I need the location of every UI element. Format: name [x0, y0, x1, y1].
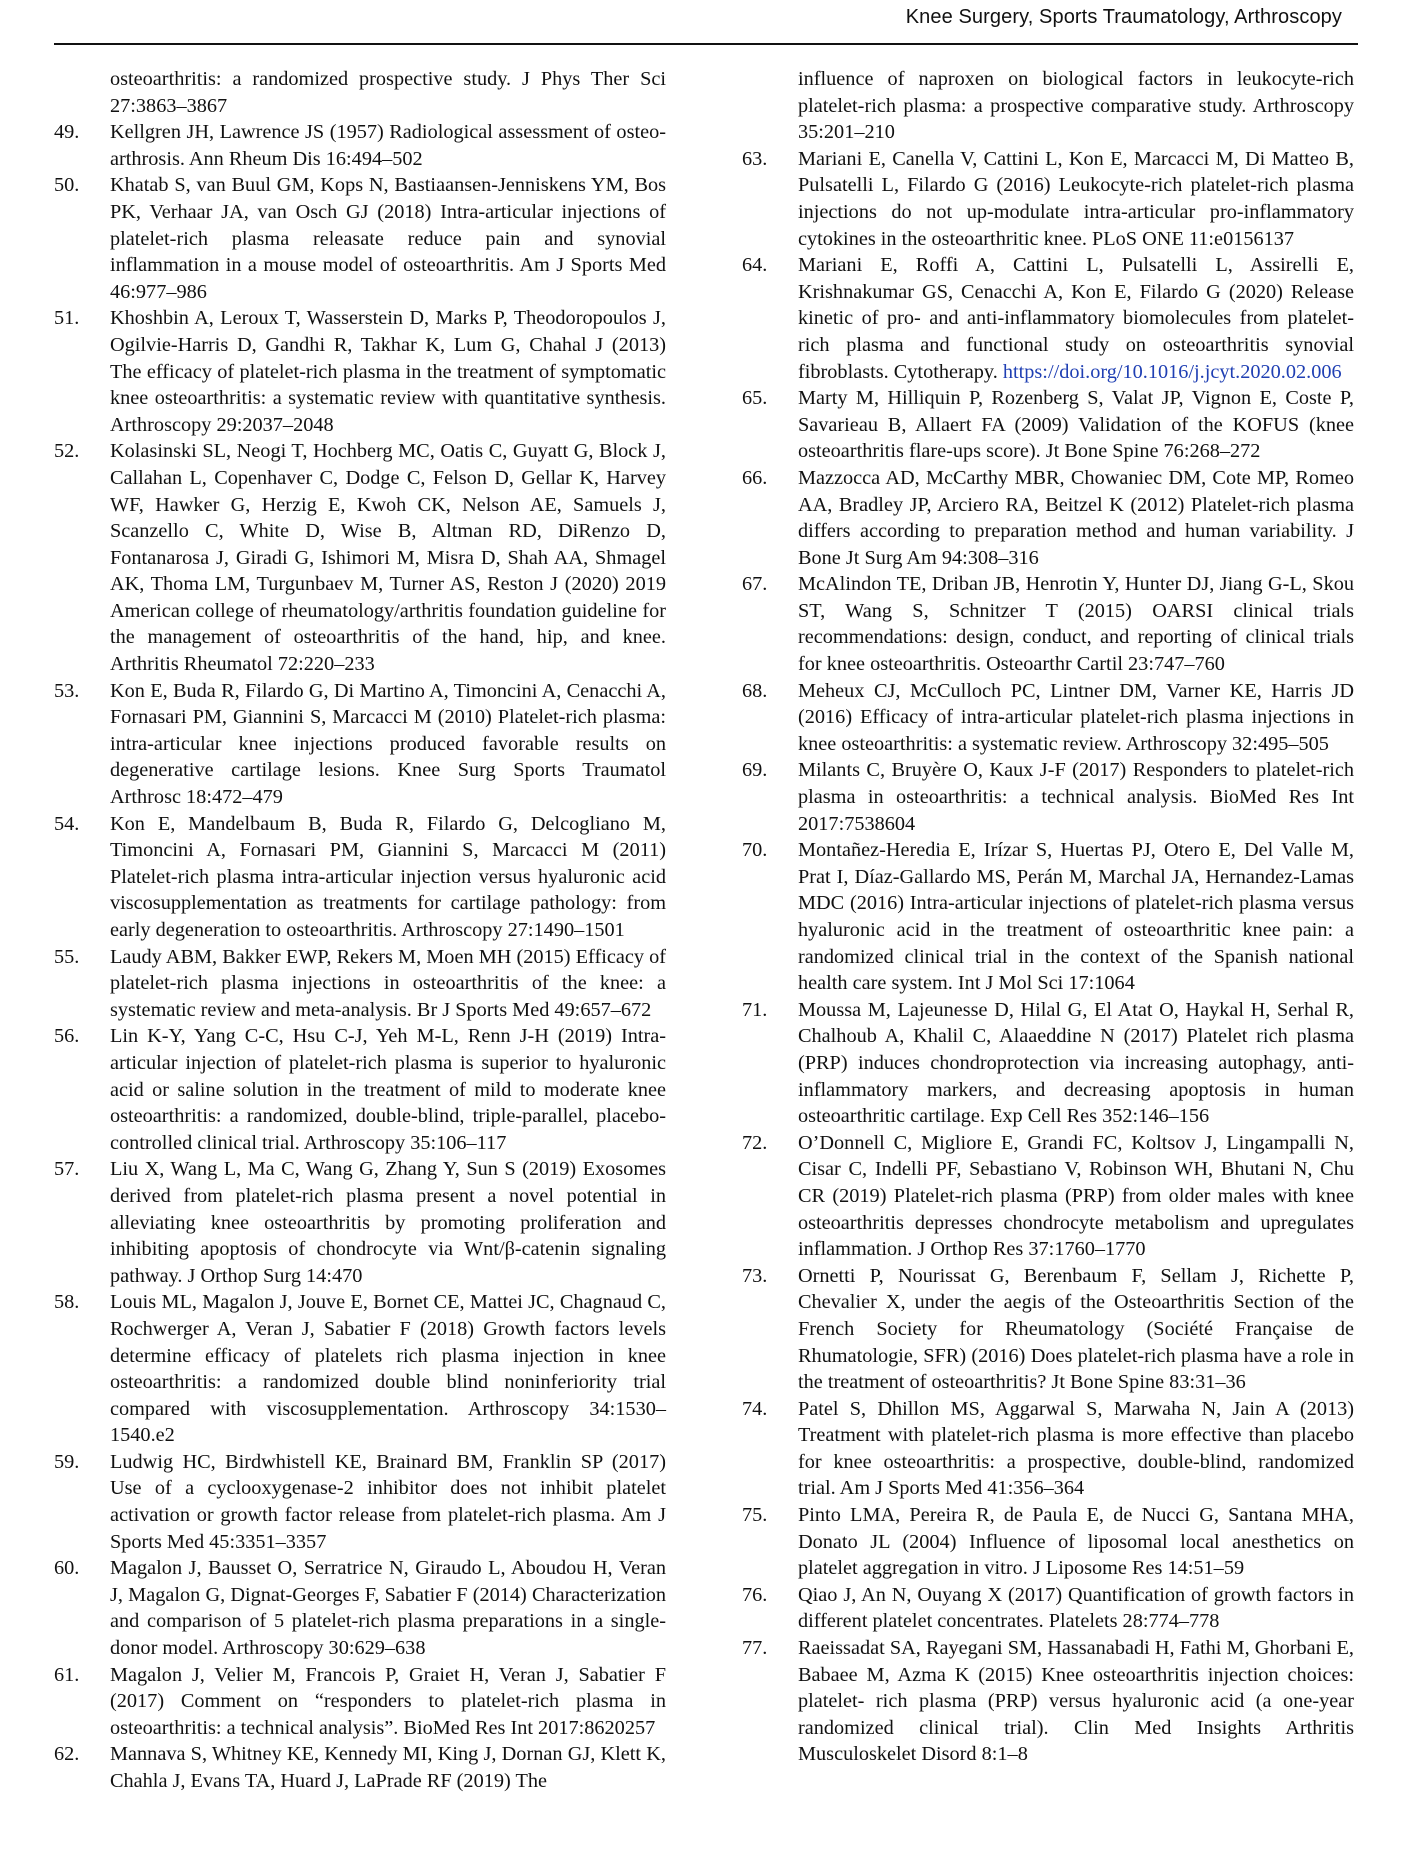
reference-entry [742, 385, 1354, 465]
reference-text: Qiao J, An N, Ouyang X (2017) Quantification of growth factors in different platelet concentrates. Platelets 28:774–778 [798, 1583, 1354, 1633]
reference-text: Louis ML, Magalon J, Jouve E, Bornet CE, Mattei JC, Chagnaud C, Rochwerger A, Veran J, Sabatier F (2018) Growth factors levels determine efficacy of platelets rich plasma injection in knee osteoarthritis: a randomized double blind noninferiority trial compared with viscosupplementation. Arthroscopy 34:1530–1540.e2 [110, 1291, 666, 1447]
reference-number: 69. [742, 759, 768, 782]
reference-number: 61. [54, 1663, 80, 1686]
reference-number: 63. [742, 147, 768, 170]
reference-number: 74. [742, 1397, 768, 1420]
reference-text: Mazzocca AD, McCarthy MBR, Chowaniec DM, Cote MP, Romeo AA, Bradley JP, Arciero RA, Beitzel K (2012) Platelet-rich plasma differs according to preparation method and human variability. J Bone Jt Surg Am 94:308–316 [798, 466, 1354, 569]
reference-column-left [54, 66, 666, 1795]
reference-number: 60. [54, 1557, 80, 1580]
reference-text: Montañez-Heredia E, Irízar S, Huertas PJ, Otero E, Del Valle M, Prat I, Díaz-Gallardo MS, Perán M, Marchal JA, Hernandez-Lamas MDC (2016) Intra-articular injections of platelet-rich plasma versus hyaluronic acid in the treatment of osteoarthritic knee pain: a randomized clinical trial in the context of the Spanish national health care system. Int J Mol Sci 17:1064 [798, 839, 1354, 995]
reference-number: 75. [742, 1504, 768, 1527]
reference-text: Mariani E, Roffi A, Cattini L, Pulsatelli L, Assirelli E, Krishnakumar GS, Cenacchi A, Kon E, Filardo G (2020) Release kinetic of pro- and anti-inflammatory biomolecules from platelet-rich plasma and functional study on osteoarthritis synovial fibroblasts. Cytotherapy. [798, 254, 1354, 383]
reference-entry [54, 1289, 666, 1449]
reference-number: 73. [742, 1264, 768, 1287]
reference-text: McAlindon TE, Driban JB, Henrotin Y, Hunter DJ, Jiang G-L, Skou ST, Wang S, Schnitzer T (2015) OARSI clinical trials recommendations: design, conduct, and reporting of clinical trials for knee osteoarthritis. Osteoarthr Cartil 23:747–760 [798, 573, 1354, 676]
reference-text: osteoarthritis: a randomized prospective study. J Phys Ther Sci 27:3863–3867 [110, 68, 666, 117]
reference-text: Ludwig HC, Birdwhistell KE, Brainard BM, Franklin SP (2017) Use of a cyclooxygenase-2 inhibitor does not inhibit platelet activation or growth factor release from platelet-rich plasma. Am J Sports Med 45:3351–3357 [110, 1450, 666, 1553]
reference-entry [742, 997, 1354, 1130]
reference-number: 62. [54, 1743, 80, 1766]
reference-text: Kon E, Mandelbaum B, Buda R, Filardo G, Delcogliano M, Timoncini A, Fornasari PM, Giannini S, Marcacci M (2011) Platelet-rich plasma intra-articular injection versus hyaluronic acid viscosupplementation as treatments for cartilage pathology: from early degeneration to osteoarthritis. Arthroscopy 27:1490–1501 [110, 812, 666, 941]
reference-entry [54, 1023, 666, 1156]
reference-number: 71. [742, 998, 768, 1021]
reference-text: influence of naproxen on biological factors in leukocyte-rich platelet-rich plasma: a prospective comparative study. Arthroscopy 35:201–210 [798, 68, 1354, 144]
reference-text: Pinto LMA, Pereira R, de Paula E, de Nucci G, Santana MHA, Donato JL (2004) Influence of liposomal local anesthetics on platelet aggregation in vitro. J Liposome Res 14:51–59 [798, 1504, 1354, 1580]
reference-number: 77. [742, 1637, 768, 1660]
reference-entry [742, 146, 1354, 252]
reference-number: 76. [742, 1583, 768, 1606]
reference-entry [742, 465, 1354, 571]
reference-text: Mannava S, Whitney KE, Kennedy MI, King J, Dornan GJ, Klett K, Chahla J, Evans TA, Huard J, LaPrade RF (2019) The [110, 1743, 666, 1792]
reference-entry [54, 678, 666, 811]
reference-text: Patel S, Dhillon MS, Aggarwal S, Marwaha N, Jain A (2013) Treatment with platelet-rich plasma is more effective than placebo for knee osteoarthritis: a prospective, double-blind, randomized trial. Am J Sports Med 41:356–364 [798, 1397, 1354, 1500]
reference-text: Kolasinski SL, Neogi T, Hochberg MC, Oatis C, Guyatt G, Block J, Callahan L, Copenhaver C, Dodge C, Felson D, Gellar K, Harvey WF, Hawker G, Herzig E, Kwoh CK, Nelson AE, Samuels J, Scanzello C, White D, Wise B, Altman RD, DiRenzo D, Fontanarosa J, Giradi G, Ishimori M, Misra D, Shah AA, Shmagel AK, Thoma LM, Turgunbaev M, Turner AS, Reston J (2020) 2019 American college of rheumatology/arthritis foundation guideline for the management of osteoarthritis of the hand, hip, and knee. Arthritis Rheumatol 72:220–233 [110, 440, 666, 676]
reference-entry [742, 571, 1354, 677]
reference-entry [742, 757, 1354, 837]
reference-entry [54, 172, 666, 305]
reference-text: Moussa M, Lajeunesse D, Hilal G, El Atat O, Haykal H, Serhal R, Chalhoub A, Khalil C, Alaaeddine N (2017) Platelet rich plasma (PRP) induces chondroprotection via increasing autophagy, anti-inflammatory markers, and decreasing apoptosis in human osteoarthritic cartilage. Exp Cell Res 352:146–156 [798, 998, 1354, 1128]
reference-number: 68. [742, 679, 768, 702]
reference-number: 64. [742, 254, 768, 277]
reference-entry [54, 1662, 666, 1742]
reference-number: 67. [742, 573, 768, 596]
reference-entry [54, 1741, 666, 1794]
reference-entry [742, 1635, 1354, 1768]
reference-entry [54, 305, 666, 438]
reference-text: Lin K-Y, Yang C-C, Hsu C-J, Yeh M-L, Renn J-H (2019) Intra-articular injection of platelet-rich plasma is superior to hyaluronic acid or saline solution in the treatment of mild to moderate knee osteoarthritis: a randomized, double-blind, triple-parallel, placebo-controlled clinical trial. Arthroscopy 35:106–117 [110, 1025, 666, 1154]
reference-number: 70. [742, 839, 768, 862]
reference-text: Raeissadat SA, Rayegani SM, Hassanabadi H, Fathi M, Ghorbani E, Babaee M, Azma K (2015) Knee osteoarthritis injection choices: platelet- rich plasma (PRP) versus hyaluronic acid (a one-year randomized clinical trial). Clin Med Insights Arthritis Musculoskelet Disord 8:1–8 [798, 1637, 1354, 1766]
reference-number: 52. [54, 440, 80, 463]
doi-link[interactable]: https://doi.org/10.1016/j.jcyt.2020.02.006 [1002, 360, 1342, 383]
reference-text: Liu X, Wang L, Ma C, Wang G, Zhang Y, Sun S (2019) Exosomes derived from platelet-rich plasma present a novel potential in alleviating knee osteoarthritis by promoting proliferation and inhibiting apoptosis of chondrocyte via Wnt/β-catenin signaling pathway. J Orthop Surg 14:470 [110, 1158, 666, 1287]
reference-text: Ornetti P, Nourissat G, Berenbaum F, Sellam J, Richette P, Chevalier X, under the aegis of the Osteoarthritis Section of the French Society for Rheumatology (Société Française de Rhumatologie, SFR) (2016) Does platelet-rich plasma have a role in the treatment of osteoarthritis? Jt Bone Spine 83:31–36 [798, 1264, 1354, 1394]
reference-entry [54, 66, 666, 119]
reference-entry [54, 1156, 666, 1289]
reference-number: 53. [54, 679, 80, 702]
reference-entry [54, 1555, 666, 1661]
reference-text: Kellgren JH, Lawrence JS (1957) Radiological assessment of osteo-arthrosis. Ann Rheum Dis 16:494–502 [110, 121, 666, 170]
reference-number: 50. [54, 174, 80, 197]
reference-entry [742, 66, 1354, 146]
reference-text: Magalon J, Velier M, Francois P, Graiet H, Veran J, Sabatier F (2017) Comment on “responders to platelet-rich plasma in osteoarthritis: a technical analysis”. BioMed Res Int 2017:8620257 [110, 1663, 666, 1739]
reference-text: Mariani E, Canella V, Cattini L, Kon E, Marcacci M, Di Matteo B, Pulsatelli L, Filardo G (2016) Leukocyte-rich platelet-rich plasma injections do not up-modulate intra-articular pro-inflammatory cytokines in the osteoarthritic knee. PLoS ONE 11:e0156137 [798, 147, 1354, 250]
reference-entry [54, 944, 666, 1024]
reference-entry [742, 252, 1354, 385]
reference-text: Khoshbin A, Leroux T, Wasserstein D, Marks P, Theodoropoulos J, Ogilvie-Harris D, Gandhi R, Takhar K, Lum G, Chahal J (2013) The efficacy of platelet-rich plasma in the treatment of symptomatic knee osteoarthritis: a systematic review with quantitative synthesis. Arthroscopy 29:2037–2048 [110, 307, 666, 436]
reference-text: Kon E, Buda R, Filardo G, Di Martino A, Timoncini A, Cenacchi A, Fornasari PM, Giannini S, Marcacci M (2010) Platelet-rich plasma: intra-articular knee injections produced favorable results on degenerative cartilage lesions. Knee Surg Sports Traumatol Arthrosc 18:472–479 [110, 679, 666, 809]
reference-text: O’Donnell C, Migliore E, Grandi FC, Koltsov J, Lingampalli N, Cisar C, Indelli PF, Sebastiano V, Robinson WH, Bhutani N, Chu CR (2019) Platelet-rich plasma (PRP) from older males with knee osteoarthritis depresses chondrocyte metabolism and upregulates inflammation. J Orthop Res 37:1760–1770 [798, 1131, 1354, 1261]
reference-entry [742, 678, 1354, 758]
reference-number: 58. [54, 1291, 80, 1314]
reference-entry [742, 837, 1354, 997]
reference-entry [742, 1263, 1354, 1396]
reference-text: Laudy ABM, Bakker EWP, Rekers M, Moen MH (2015) Efficacy of platelet-rich plasma injections in osteoarthritis of the knee: a systematic review and meta-analysis. Br J Sports Med 49:657–672 [110, 945, 666, 1021]
reference-entry [742, 1130, 1354, 1263]
reference-number: 59. [54, 1450, 80, 1473]
reference-number: 57. [54, 1158, 80, 1181]
header-rule [54, 43, 1358, 45]
reference-entry [54, 119, 666, 172]
reference-entry [54, 1449, 666, 1555]
reference-column-right [742, 66, 1354, 1768]
reference-text: Magalon J, Bausset O, Serratrice N, Giraudo L, Aboudou H, Veran J, Magalon G, Dignat-Georges F, Sabatier F (2014) Characterization and comparison of 5 platelet-rich plasma preparations in a single-donor model. Arthroscopy 30:629–638 [110, 1557, 666, 1660]
reference-entry [742, 1396, 1354, 1502]
reference-number: 72. [742, 1131, 768, 1154]
reference-number: 54. [54, 812, 80, 835]
reference-text: Meheux CJ, McCulloch PC, Lintner DM, Varner KE, Harris JD (2016) Efficacy of intra-articular platelet-rich plasma injections in knee osteoarthritis: a systematic review. Arthroscopy 32:495–505 [798, 679, 1354, 755]
reference-entry [742, 1582, 1354, 1635]
reference-text: Khatab S, van Buul GM, Kops N, Bastiaansen-Jenniskens YM, Bos PK, Verhaar JA, van Osch GJ (2018) Intra-articular injections of platelet-rich plasma releasate reduce pain and synovial inflammation in a mouse model of osteoarthritis. Am J Sports Med 46:977–986 [110, 174, 666, 303]
reference-text: Marty M, Hilliquin P, Rozenberg S, Valat JP, Vignon E, Coste P, Savarieau B, Allaert FA (2009) Validation of the KOFUS (knee osteoarthritis flare-ups score). Jt Bone Spine 76:268–272 [798, 387, 1354, 463]
reference-number: 65. [742, 387, 768, 410]
reference-number: 49. [54, 121, 80, 144]
reference-number: 66. [742, 466, 768, 489]
reference-text: Milants C, Bruyère O, Kaux J-F (2017) Responders to platelet-rich plasma in osteoarthritis: a technical analysis. BioMed Res Int 2017:7538604 [798, 759, 1354, 835]
reference-number: 56. [54, 1025, 80, 1048]
reference-entry [54, 811, 666, 944]
reference-number: 51. [54, 307, 80, 330]
reference-entry [742, 1502, 1354, 1582]
running-head: Knee Surgery, Sports Traumatology, Arthroscopy [905, 6, 1342, 28]
reference-number: 55. [54, 945, 80, 968]
reference-entry [54, 438, 666, 677]
